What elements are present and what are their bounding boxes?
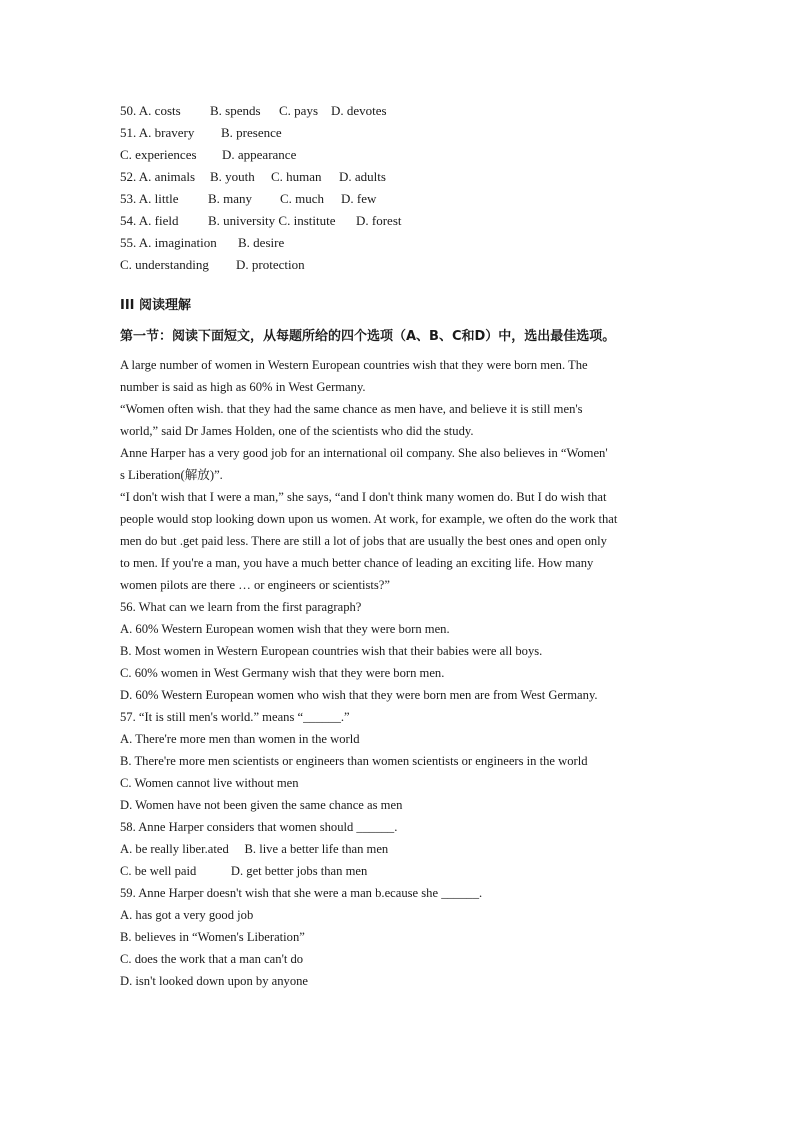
answer-option: C. be well paid D. get better jobs than men (120, 864, 368, 878)
answer-option: D. 60% Western European women who wish that they were born men are from West Germany. (120, 688, 598, 702)
answer-option: B. There're more men scientists or engineers than women scientists or engineers in the world (120, 754, 588, 768)
q51-options-cont: C. experiences D. appearance (120, 147, 297, 162)
vocab-options (120, 100, 680, 276)
q52-options: 52. A. animals B. youth C. human D. adults (120, 169, 386, 184)
question-56 (120, 596, 680, 706)
passage-line: world,” said Dr James Holden, one of the scientists who did the study. (120, 424, 474, 438)
passage-line: number is said as high as 60% in West Germany. (120, 380, 366, 394)
q55-options-cont: C. understanding D. protection (120, 257, 305, 272)
answer-option: A. be really liber.ated B. live a better life than men (120, 842, 389, 856)
passage-line: s Liberation(解放)”. (120, 468, 223, 482)
q55-options: 55. A. imagination B. desire (120, 235, 285, 250)
question-59 (120, 882, 680, 992)
section-instruction: 第一节：阅读下面短文，从每题所给的四个选项（A、B、C和D）中，选出最佳选项。 (120, 329, 616, 344)
answer-option: A. has got a very good job (120, 908, 254, 922)
q53-options: 53. A. little B. many C. much D. few (120, 191, 377, 206)
question-stem: 58. Anne Harper considers that women should ______. (120, 820, 398, 834)
answer-option: C. Women cannot live without men (120, 776, 299, 790)
answer-option: D. isn't looked down upon by anyone (120, 974, 309, 988)
answer-option: B. Most women in Western European countries wish that their babies were all boys. (120, 644, 543, 658)
passage-line: A large number of women in Western European countries wish that they were born men. The (120, 358, 588, 372)
reading-passage (120, 354, 680, 596)
q54-options: 54. A. field B. university C. institute D. forest (120, 213, 402, 228)
question-stem: 56. What can we learn from the first paragraph? (120, 600, 362, 614)
answer-option: A. There're more men than women in the world (120, 732, 360, 746)
passage-line: “Women often wish. that they had the same chance as men have, and believe it is still men's (120, 402, 583, 416)
passage-line: women pilots are there … or engineers or scientists?” (120, 578, 390, 592)
question-58 (120, 816, 680, 882)
question-57 (120, 706, 680, 816)
answer-option: B. believes in “Women's Liberation” (120, 930, 305, 944)
answer-option: D. Women have not been given the same chance as men (120, 798, 403, 812)
passage-line: “I don't wish that I were a man,” she says, “and I don't think many women do. But I do wish that (120, 490, 607, 504)
answer-option: C. does the work that a man can't do (120, 952, 304, 966)
question-stem: 59. Anne Harper doesn't wish that she were a man b.ecause she ______. (120, 886, 483, 900)
q50-options: 50. A. costs B. spends C. pays D. devotes (120, 103, 387, 118)
passage-line: to men. If you're a man, you have a much better chance of leading an exciting life. How many (120, 556, 594, 570)
passage-line: Anne Harper has a very good job for an international oil company. She also believes in “Women' (120, 446, 608, 460)
exam-page (120, 100, 680, 992)
q51-options: 51. A. bravery B. presence (120, 125, 282, 140)
passage-line: people would stop looking down upon us women. At work, for example, we often do the work that (120, 512, 618, 526)
passage-line: men do but .get paid less. There are still a lot of jobs that are usually the best ones and open only (120, 534, 607, 548)
answer-option: C. 60% women in West Germany wish that they were born men. (120, 666, 445, 680)
answer-option: A. 60% Western European women wish that they were born men. (120, 622, 450, 636)
question-stem: 57. “It is still men's world.” means “______.” (120, 710, 350, 724)
section-title: III 阅读理解 (120, 298, 192, 313)
